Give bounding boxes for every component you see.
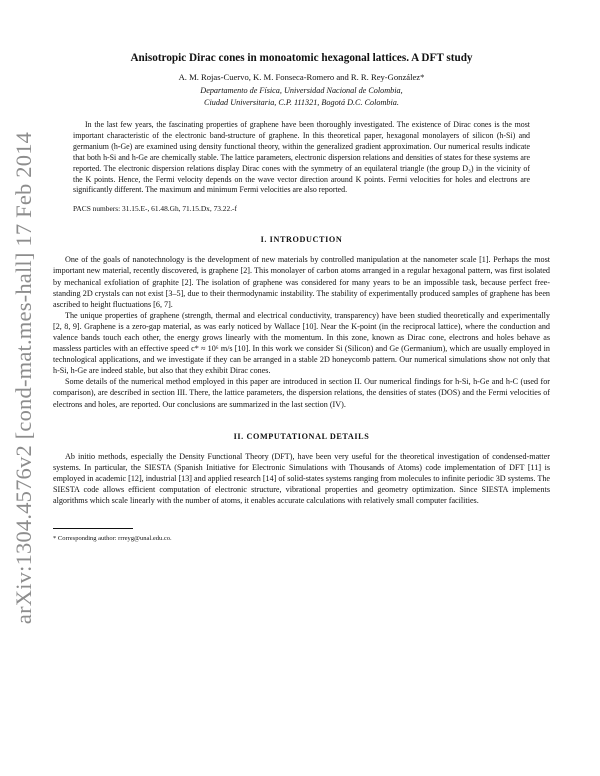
arxiv-stamp <box>6 131 42 624</box>
paper-title: Anisotropic Dirac cones in monoatomic hexagonal lattices. A DFT study <box>130 52 473 64</box>
paper-page <box>53 52 550 542</box>
arxiv-stamp-text: arXiv:1304.4576v2 [cond-mat.mes-hall] 17 Feb 2014 <box>11 131 36 624</box>
author-list: A. M. Rojas-Cuervo, K. M. Fonseca-Romero and R. R. Rey-González* <box>178 72 425 82</box>
computational-paragraph-1: Ab initio methods, especially the Density Functional Theory (DFT), have been very useful for the theoretical investigation of condensed-matter systems. In particular, the SIESTA (Spanish Initiative for Electronic Simulations with Thousands of Atoms) code implementation of DFT [11] is employed in academic [12], industrial [13] and applied research [14] of solid-states systems ranging from molecules to infinite periodic 3D systems. The SIESTA code allows efficient computation of electronic structure, vibrational properties and geometry optimization. Since SIESTA implements algorithms which scale linearly with the number of atoms, it enables accurate calculations with relatively small computer facilities. <box>53 451 550 506</box>
affiliation-line-1: Departamento de Física, Universidad Nacional de Colombia, <box>200 86 403 95</box>
abstract: In the last few years, the fascinating properties of graphene have been thoroughly investigated. The existence of Dirac cones is the most important characteristic of the electronic band-structure of graphene. In this theoretical paper, hexagonal monolayers of silicon (h-Si) and germanium (h-Ge) are examined using density functional theory, within the generalized gradient approximation. Our numerical results indicate that both h-Si and h-Ge are chemically stable. The lattice parameters, electronic dispersion relations and densities of states for these systems are reported. The electronic dispersion relations display Dirac cones with the symmetry of an equilateral triangle (the group D₃) in the vicinity of the K points. Hence, the Fermi velocity depends on the wave vector direction around K points. Fermi velocities for holes and electrons are significantly different. The maximum and minimum Fermi velocities are also reported. <box>73 120 530 195</box>
pacs-numbers: PACS numbers: 31.15.E-, 61.48.Gh, 71.15.Dx, 73.22.-f <box>73 204 237 214</box>
intro-paragraph-1: One of the goals of nanotechnology is the development of new materials by controlled manipulation at the nanometer scale [1]. Perhaps the most important new material, recently discovered, is graphene [2]. This monolayer of carbon atoms arranged in a regular hexagonal pattern, was first isolated by mechanical exfoliation of graphite [2]. The isolation of graphene was considered for many years to be an impossible task, because perfect free-standing 2D crystals can not exist [3–5], due to their thermodynamic instability. The stability of experimentally produced samples of graphene has been ascribed to height fluctuations [6, 7]. <box>53 255 550 309</box>
intro-paragraph-2: The unique properties of graphene (strength, thermal and electrical conductivity, transparency) have been studied theoretically and experimentally [2, 8, 9]. Graphene is a zero-gap material, as was early noticed by Wallace [10]. Near the K-point (in the reciprocal lattice), where the conduction and valence bands touch each other, the energy grows linearly with the momentum. In this zone, known as Dirac cone, electrons and holes behave as massless particles with an effective speed c* ≈ 10⁶ m/s [10]. In this work we consider Si (Silicon) and Ge (Germanium), which are usually employed in technological applications, and we investigate if they can be arranged in a stable 2D honeycomb pattern. Our numerical simulations show not only that h-Si, h-Ge are indeed stable, but also that they exhibit Dirac cones. <box>53 310 550 376</box>
affiliation-line-2: Ciudad Universitaria, C.P. 111321, Bogotá D.C. Colombia. <box>204 97 399 107</box>
footnote-corresponding-author: * Corresponding author: rrreyg@unal.edu.co. <box>53 535 172 543</box>
section-heading-introduction: I. INTRODUCTION <box>260 235 343 245</box>
footnote-divider <box>53 528 133 529</box>
section-heading-computational-details: II. COMPUTATIONAL DETAILS <box>233 431 370 441</box>
intro-paragraph-3: Some details of the numerical method employed in this paper are introduced in section II. Our numerical findings for h-Si, h-Ge and h-C (used for comparison), are described in section III. There, the lattice parameters, the dispersion relations, the densities of states (DOS) and the Fermi velocities of electrons and holes, are reported. Our conclusions are summarized in the last section (IV). <box>53 377 550 409</box>
